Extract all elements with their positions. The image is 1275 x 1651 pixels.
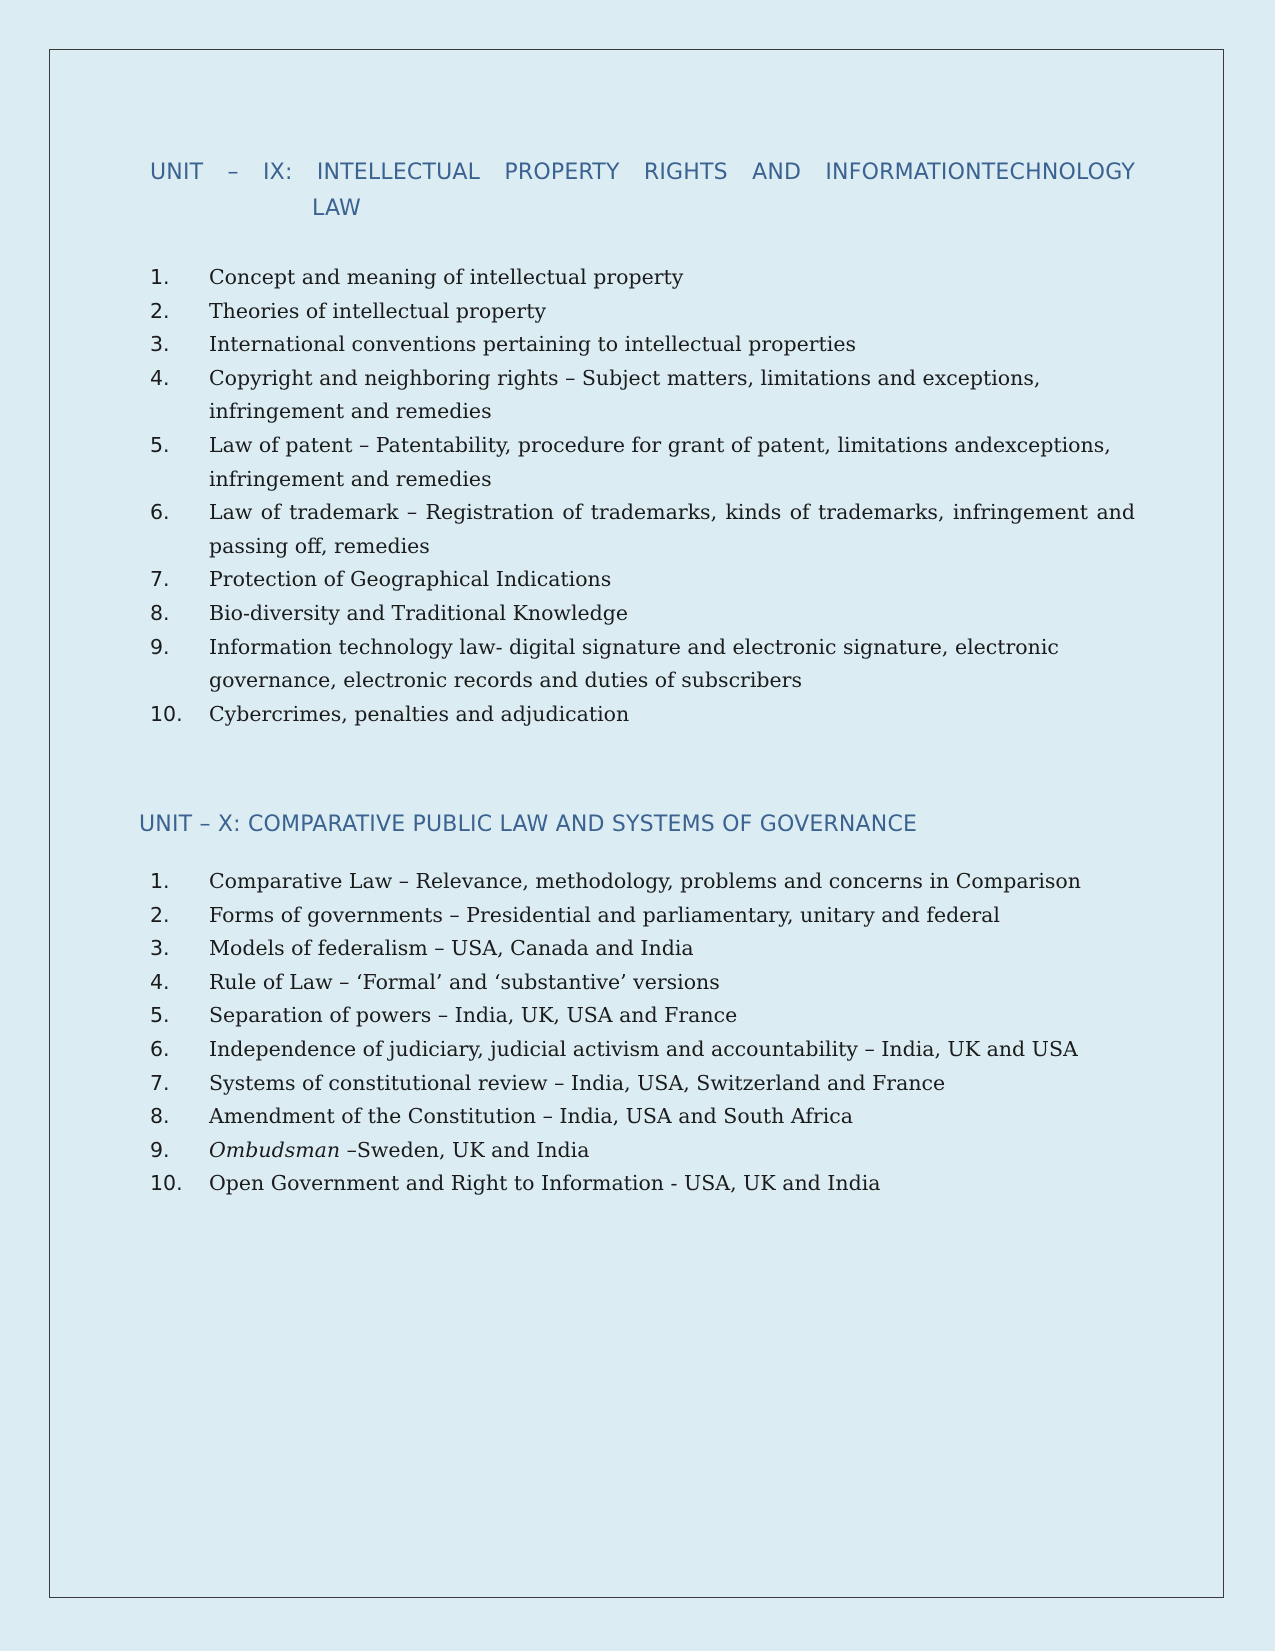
list-item [150,362,1135,429]
unit9-topic-list [150,261,1135,731]
unit9-heading-continuation: LAW [312,196,361,221]
unit9-heading: UNIT – IX: INTELLECTUAL PROPERTY RIGHTS AND INFORMATIONTECHNOLOGY [150,160,1135,185]
item-text: Concept and meaning of intellectual property [209,265,684,289]
list-item [150,1067,1135,1101]
item-text: Amendment of the Constitution – India, USA and South Africa [209,1104,853,1129]
item-number: 1. [150,265,170,289]
item-number: 10. [150,701,183,726]
item-number: 2. [150,298,170,323]
list-item [150,496,1135,563]
item-number: 1. [150,869,170,893]
item-text: Independence of judiciary, judicial activism and accountability – India, UK and USA [209,1036,1078,1061]
item-text: –Sweden, UK and India [340,1137,590,1162]
item-text: Models of federalism – USA, Canada and India [209,936,694,961]
list-item [150,563,1135,597]
list-item [150,429,1135,496]
item-number: 3. [150,936,170,961]
list-item [150,328,1135,362]
item-text: Cybercrimes, penalties and adjudication [209,701,630,726]
item-text: International conventions pertaining to intellectual properties [209,332,856,357]
item-text: Separation of powers – India, UK, USA and France [209,1003,738,1028]
item-number: 8. [150,1104,170,1129]
item-text: Systems of constitutional review – India, USA, Switzerland and France [209,1070,946,1095]
list-item [150,1167,1135,1201]
item-text: Comparative Law – Relevance, methodology, problems and concerns in Comparison [209,869,1081,893]
list-item [150,597,1135,631]
unit10-heading: UNIT – X: COMPARATIVE PUBLIC LAW AND SYSTEMS OF GOVERNANCE [139,812,918,837]
item-number: 9. [150,634,170,659]
list-item [150,1100,1135,1134]
item-number: 2. [150,902,170,927]
item-number: 4. [150,365,170,390]
item-text-emphasis: Ombudsman [209,1137,341,1162]
item-number: 10. [150,1171,183,1196]
unit10-topic-list [150,865,1135,1201]
item-number: 6. [150,500,170,525]
item-text: Rule of Law – ‘Formal’ and ‘substantive’ versions [209,969,720,994]
list-item [150,1134,1135,1168]
item-text: Law of trademark – Registration of trademarks, kinds of trademarks, infringement and passing off, remedies [209,500,1135,558]
list-item [150,295,1135,329]
list-item [150,999,1135,1033]
item-text: Copyright and neighboring rights – Subject matters, limitations and exceptions, infringement and remedies [209,365,1041,424]
item-number: 5. [150,432,170,457]
list-item [150,1033,1135,1067]
item-text: Law of patent – Patentability, procedure for grant of patent, limitations andexceptions, infringement and remedies [209,432,1111,491]
list-item [150,261,1135,295]
item-number: 6. [150,1036,170,1061]
item-text: Bio-diversity and Traditional Knowledge [209,600,629,625]
list-item [150,865,1135,899]
item-number: 7. [150,567,170,592]
list-item [150,631,1135,698]
item-number: 8. [150,600,170,625]
item-number: 7. [150,1070,170,1095]
list-item [150,899,1135,933]
list-item [150,966,1135,1000]
list-item [150,698,1135,732]
item-number: 4. [150,969,170,994]
list-item [150,932,1135,966]
item-number: 3. [150,332,170,357]
item-number: 5. [150,1003,170,1028]
item-text: Protection of Geographical Indications [209,567,612,592]
item-number: 9. [150,1137,170,1162]
item-text: Forms of governments – Presidential and parliamentary, unitary and federal [209,902,1000,927]
item-text: Open Government and Right to Information - USA, UK and India [209,1171,881,1196]
item-text: Theories of intellectual property [209,298,547,323]
item-text: Information technology law- digital signature and electronic signature, electronic governance, electronic records and duties of subscribers [209,634,1059,693]
